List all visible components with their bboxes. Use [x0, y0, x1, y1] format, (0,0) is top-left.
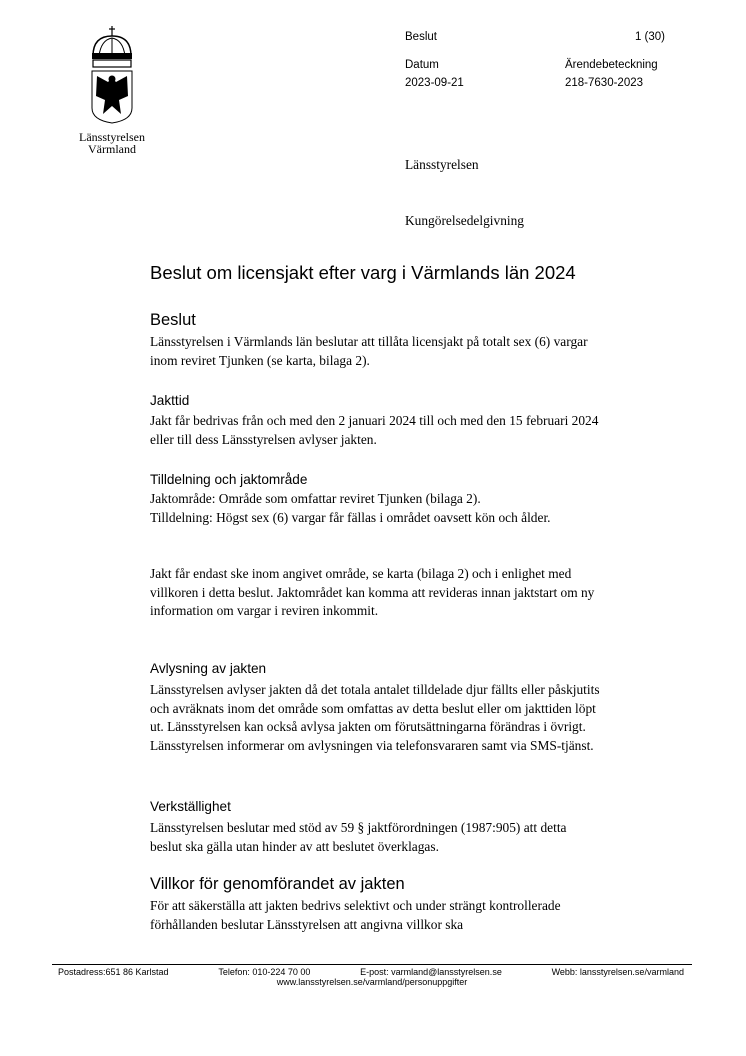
- logo: [72, 26, 152, 155]
- case-number: 218-7630-2023: [565, 77, 644, 89]
- footer-phone: Telefon: 010-224 70 00: [218, 967, 311, 977]
- section-paragraph: För att säkerställa att jakten bedrivs selektivt och under strängt kontrollerade förhållanden beslutar Länsstyrelsen att angivna villkor ska: [150, 898, 561, 932]
- recipient-delivery: Kungörelsedelgivning: [405, 213, 525, 228]
- section-paragraph: Länsstyrelsen i Värmlands län beslutar att tillåta licensjakt på totalt sex (6) vargar inom reviret Tjunken (se karta, bilaga 2).: [150, 334, 588, 368]
- footer-address: Postadress:651 86 Karlstad: [58, 967, 169, 977]
- date-value: 2023-09-21: [405, 77, 464, 89]
- section-heading: Avlysning av jakten: [150, 661, 267, 676]
- page-title: Beslut om licensjakt efter varg i Värmlands län 2024: [150, 262, 576, 283]
- footer: [52, 964, 692, 987]
- section-heading: Beslut: [150, 311, 196, 329]
- date-label: Datum: [405, 59, 439, 71]
- coat-of-arms-icon: [87, 26, 137, 124]
- section-paragraph: Jakt får bedrivas från och med den 2 januari 2024 till och med den 15 februari 2024 eller till dess Länsstyrelsen avlyser jakten.: [150, 413, 599, 447]
- recipient-name: Länsstyrelsen: [405, 157, 479, 172]
- section-paragraph: Jakt får endast ske inom angivet område, se karta (bilaga 2) och i enlighet med villkoren i detta beslut. Jaktområdet kan komma att revideras innan jaktstart om ny information om vargar i reviren inkommit.: [150, 566, 595, 619]
- doc-type: Beslut: [405, 31, 437, 43]
- section-heading: Tilldelning och jaktområde: [150, 472, 308, 487]
- page-number: 1 (30): [634, 31, 665, 43]
- case-label: Ärendebeteckning: [565, 59, 658, 71]
- section-paragraph: Länsstyrelsen beslutar med stöd av 59 § jaktförordningen (1987:905) att detta beslut ska gälla utan hinder av att beslutet överklagas.: [150, 820, 567, 854]
- section-paragraph: Länsstyrelsen avlyser jakten då det totala antalet tilldelade djur fällts eller påskjutits och avräknats inom det område som omfattas av detta beslut eller om jakttiden löpt ut. Länsstyrelsen kan också avlysa jakten om förutsättningarna förändras i övrigt. Länsstyrelsen informerar om avlysningen via telefonsvararen samt via SMS-tjänst.: [150, 682, 600, 753]
- section-paragraph: Jaktområde: Område som omfattar reviret Tjunken (bilaga 2).: [150, 491, 481, 506]
- footer-email[interactable]: E-post: varmland@lansstyrelsen.se: [360, 967, 502, 977]
- section-heading: Villkor för genomförandet av jakten: [150, 875, 405, 893]
- section-heading: Verkställighet: [150, 799, 231, 814]
- footer-web[interactable]: Webb: lansstyrelsen.se/varmland: [551, 967, 684, 977]
- section-paragraph: Tilldelning: Högst sex (6) vargar får fällas i området oavsett kön och ålder.: [150, 510, 551, 525]
- logo-line-2: Värmland: [88, 142, 136, 156]
- section-heading: Jakttid: [150, 393, 190, 408]
- logo-line-1: Länsstyrelsen: [79, 130, 145, 144]
- footer-privacy-link[interactable]: www.lansstyrelsen.se/varmland/personuppgifter: [276, 977, 468, 987]
